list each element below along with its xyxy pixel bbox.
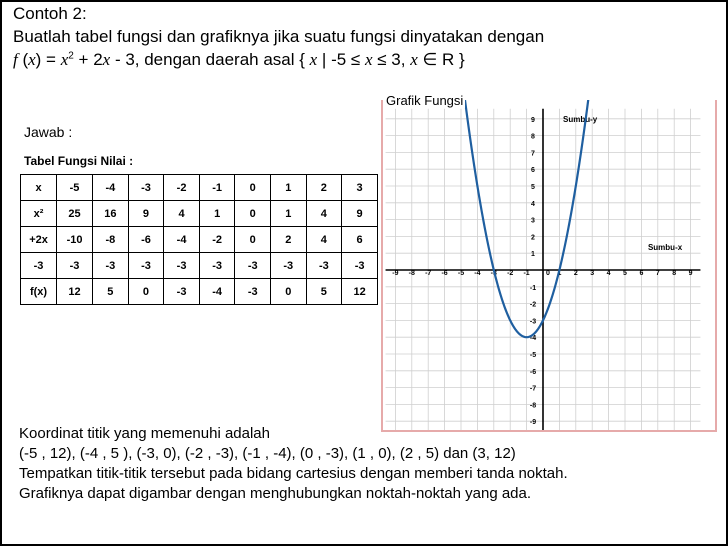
y-tick-label: 6 <box>531 167 535 175</box>
y-tick-label: -6 <box>529 368 537 376</box>
table-cell: -10 <box>57 227 93 253</box>
fn-eq: ) = <box>35 50 61 69</box>
table-cell: -2 <box>164 175 200 201</box>
table-cell: -3 <box>164 279 200 305</box>
table-cell: -3 <box>57 253 93 279</box>
x-tick-label: 1 <box>557 270 562 277</box>
table-row <box>21 253 378 279</box>
table-cell: -5 <box>57 175 93 201</box>
x-tick-label: -7 <box>425 270 432 277</box>
coordinates-intro: Koordinat titik yang memenuhi adalah <box>19 425 270 442</box>
y-tick-label: 7 <box>531 150 535 158</box>
x-tick-label: -4 <box>474 270 481 277</box>
table-cell: -3 <box>271 253 307 279</box>
fn-x2: x <box>60 50 69 69</box>
table-row <box>21 201 378 227</box>
table-cell: -3 <box>128 253 164 279</box>
table-cell: -2 <box>199 227 235 253</box>
problem-statement: Buatlah tabel fungsi dan grafiknya jika suatu fungsi dinyatakan dengan <box>13 27 545 46</box>
table-cell: -3 <box>92 253 128 279</box>
x-tick-label: -5 <box>457 270 465 277</box>
table-cell: -3 <box>306 253 342 279</box>
table-cell: -3 <box>235 253 271 279</box>
fn-x4: x <box>309 50 318 69</box>
fn-r5: ∈ R } <box>417 50 465 69</box>
table-row <box>21 227 378 253</box>
x-tick-label: -1 <box>523 270 530 277</box>
table-cell: -4 <box>92 175 128 201</box>
table-cell: -3 <box>128 175 164 201</box>
table-cell: -3 <box>199 253 235 279</box>
x-tick-label: -6 <box>441 270 448 277</box>
table-cell: -3 <box>342 253 378 279</box>
x-tick-label: 9 <box>688 270 693 277</box>
x-tick-label: 8 <box>672 270 677 277</box>
y-tick-label: -7 <box>529 385 537 393</box>
table-cell: 0 <box>235 227 271 253</box>
table-cell: 0 <box>235 201 271 227</box>
instruction-plot: Tempatkan titik-titik tersebut pada bidang cartesius dengan memberi tanda noktah. <box>19 465 568 482</box>
jawab-label: Jawab : <box>24 124 73 140</box>
x-tick-label: 5 <box>623 270 627 277</box>
table-cell: 4 <box>306 201 342 227</box>
y-tick-label: 4 <box>531 200 535 208</box>
x-tick-label: 2 <box>573 270 578 277</box>
table-cell: 4 <box>164 201 200 227</box>
y-tick-label: 8 <box>531 133 535 141</box>
x-tick-label: -3 <box>490 270 497 277</box>
table-cell: -3 <box>164 253 200 279</box>
table-cell: 1 <box>271 175 307 201</box>
table-cell: 12 <box>342 279 378 305</box>
y-tick-label: 5 <box>531 184 535 191</box>
y-axis-label: Sumbu-y <box>563 114 598 124</box>
fn-open: ( <box>17 50 29 69</box>
y-tick-label: -8 <box>529 402 537 410</box>
fn-r1: + 2 <box>73 50 103 69</box>
table-cell: 6 <box>342 227 378 253</box>
function-definition <box>13 50 465 70</box>
function-table-panel <box>18 150 378 320</box>
x-tick-label: 6 <box>639 270 644 277</box>
graph-title: Grafik Fungsi <box>386 93 464 108</box>
fn-r2: - 3, dengan daerah asal { <box>110 50 310 69</box>
table-cell: -3 <box>235 279 271 305</box>
table-cell: -1 <box>199 175 235 201</box>
table-row <box>21 279 378 305</box>
table-cell: 9 <box>128 201 164 227</box>
y-tick-label: 3 <box>531 217 535 225</box>
table-cell: 5 <box>92 279 128 305</box>
y-tick-label: -4 <box>529 335 537 343</box>
fn-sup: 2 <box>68 50 74 62</box>
table-cell: 9 <box>342 201 378 227</box>
instruction-connect: Grafiknya dapat digambar dengan menghubungkan noktah-noktah yang ada. <box>19 485 532 502</box>
fn-x3: x <box>102 50 111 69</box>
table-cell: 16 <box>92 201 128 227</box>
table-row-label: f(x) <box>21 279 57 305</box>
table-cell: 2 <box>271 227 307 253</box>
table-title: Tabel Fungsi Nilai : <box>24 154 134 168</box>
table-cell: 12 <box>57 279 93 305</box>
fn-f: f <box>13 50 18 69</box>
x-axis-label: Sumbu-x <box>647 242 683 252</box>
table-cell: 5 <box>306 279 342 305</box>
parabola-chart <box>383 100 715 430</box>
table-cell: 3 <box>342 175 378 201</box>
fn-r3: | -5 ≤ <box>317 50 365 69</box>
table-cell: -6 <box>128 227 164 253</box>
x-tick-label: -2 <box>507 270 514 277</box>
fn-x6: x <box>410 50 418 69</box>
table-row-label: +2x <box>21 227 57 253</box>
y-tick-label: 2 <box>531 234 535 242</box>
table-row-label: x <box>21 175 57 201</box>
x-tick-label: 7 <box>655 270 660 277</box>
table-cell: -4 <box>199 279 235 305</box>
table-cell: 0 <box>128 279 164 305</box>
x-tick-label: 0 <box>546 270 550 277</box>
y-tick-label: 1 <box>531 251 535 259</box>
example-heading: Contoh 2: <box>13 4 87 23</box>
fn-r4: ≤ 3, <box>372 50 411 69</box>
table-row-label: x² <box>21 201 57 227</box>
y-tick-label: -5 <box>529 352 537 359</box>
y-tick-label: -3 <box>529 318 537 326</box>
table-cell: 1 <box>199 201 235 227</box>
fn-x5: x <box>364 50 373 69</box>
table-cell: 0 <box>271 279 307 305</box>
table-cell: 4 <box>306 227 342 253</box>
x-tick-label: -8 <box>408 270 415 277</box>
function-value-table <box>20 174 378 305</box>
x-tick-label: 4 <box>606 270 611 277</box>
x-tick-label: 3 <box>590 270 595 277</box>
y-tick-label: 9 <box>531 116 535 124</box>
y-tick-label: -1 <box>529 284 537 292</box>
graph-panel <box>381 100 717 432</box>
table-cell: 2 <box>306 175 342 201</box>
table-row <box>21 175 378 201</box>
table-row-label: -3 <box>21 253 57 279</box>
y-tick-label: -2 <box>529 301 537 309</box>
y-tick-label: -9 <box>529 419 537 427</box>
table-cell: -4 <box>164 227 200 253</box>
table-cell: 1 <box>271 201 307 227</box>
table-cell: 25 <box>57 201 93 227</box>
coordinates-list: (-5 , 12), (-4 , 5 ), (-3, 0), (-2 , -3), (-1 , -4), (0 , -3), (1 , 0), (2 , 5) dan (3, 12) <box>19 445 516 462</box>
table-cell: 0 <box>235 175 271 201</box>
x-tick-label: -9 <box>392 270 399 277</box>
fn-x: x <box>28 50 36 69</box>
table-cell: -8 <box>92 227 128 253</box>
